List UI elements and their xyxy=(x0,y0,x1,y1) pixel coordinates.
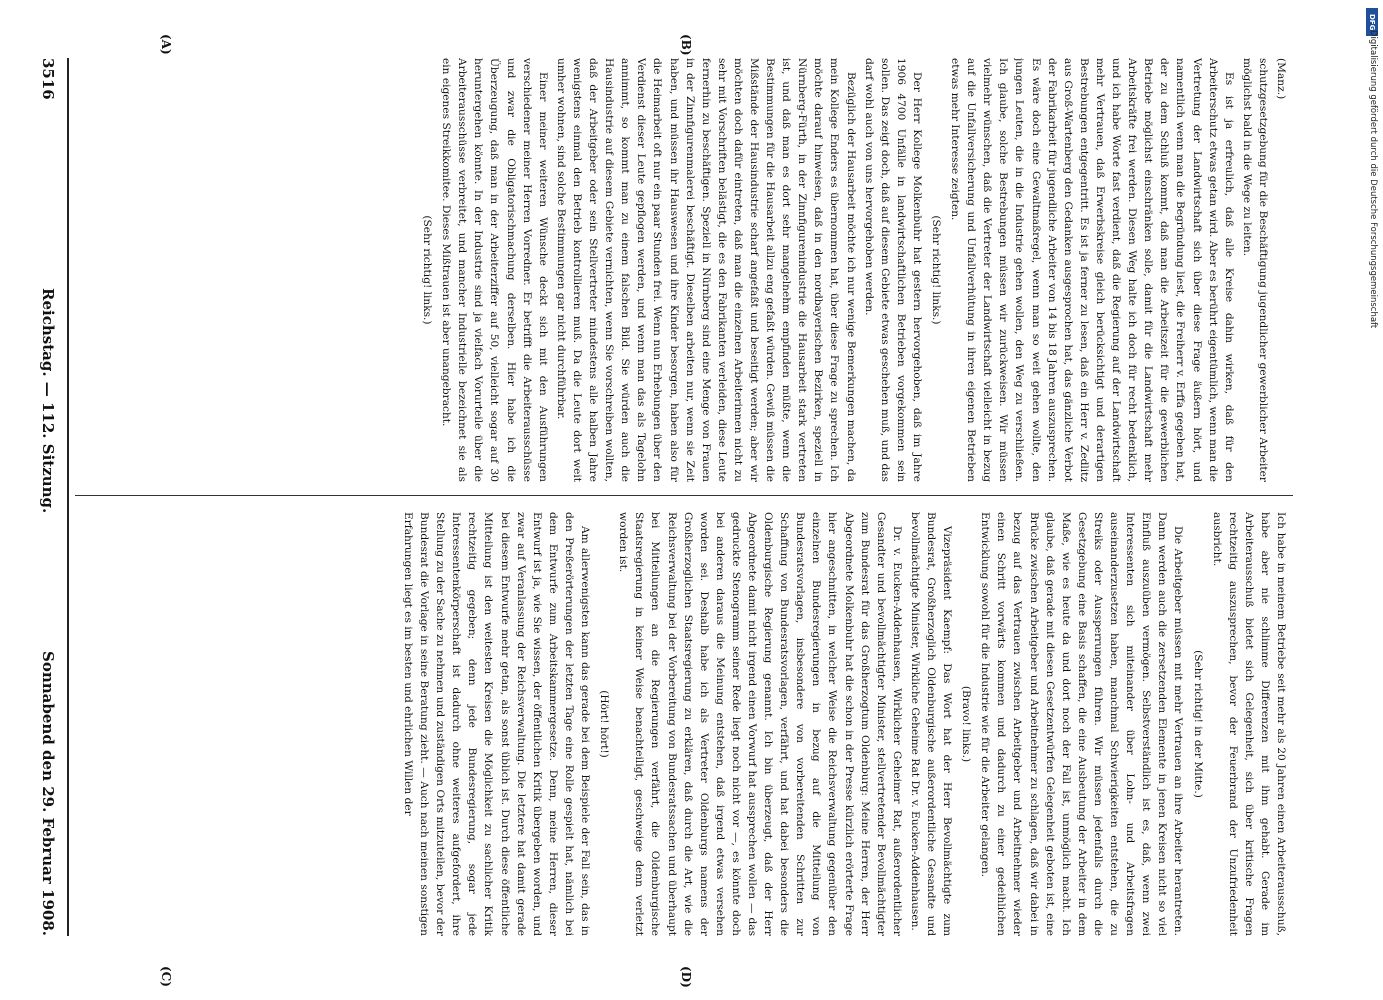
margin-marker-b: (B) xyxy=(679,34,693,56)
paragraph: Am allerwenigsten kann das gerade bei dem Beispiele der Fall sein, das in den Preßerörterungen der letzten Tage eine Rolle gespielt hat, nämlich bei dem Entwurfe zum Arbeitskammergesetze. Denn, meine Herren, dieser Entwurf ist ja, wie Sie wissen, der öffentlichen Kritik übergeben worden, und zwar auf Veranlassung der Reichsverwaltung. Die letztere hat damit gerade bei diesem Entwurfe mehr getan, als sonst üblich ist. Durch diese öffentliche Mitteilung ist den weitesten Kreisen die Möglichkeit zu sachlicher Kritik rechtzeitig gegeben; denn jede Bundesregierung, sogar jede Interessentenkörperschaft ist dadurch ohne weiteres aufgefordert, ihre Stellung zu der Sache zu nehmen und zuständigen Orts mitzuteilen, bevor der Bundesrat die Vorlage in seine Beratung zieht. — Auch nach meinen sonstigen Erfahrungen liegt es im besten und ehrlichen Willen der xyxy=(402,512,592,936)
dfg-logo: DFG xyxy=(1366,8,1378,36)
margin-marker-a: (A) xyxy=(159,34,173,55)
page-number: 3516 xyxy=(39,58,57,100)
interjection: (Bravo! links.) xyxy=(960,685,973,763)
paragraph: (Manz.) xyxy=(1275,58,1287,100)
paragraph: Vizepräsident Kaempf: Das Wort hat der Herr Bevollmächtigte zum Bundesrat, Großherzoglich Oldenburgische außerordentliche Gesandte und bevollmächtigte Minister, Wirkliche Geheime Rat Dr. v. Eucken-Addenhausen. xyxy=(908,512,954,936)
interjection: (Sehr richtig! links.) xyxy=(930,215,943,325)
paragraph: Ich habe in meinem Betriebe seit mehr als 20 Jahren einen Arbeiterausschuß, habe aber nie schlimme Differenzen mit ihm gehabt. Gerade im Arbeiterausschuß bietet sich Gelegenheit, sich über kritische Fragen rechtzeitig auszusprechen, bevor der Feuerbrand der Unzufriedenheit ausbricht. xyxy=(1210,512,1287,936)
header-rule xyxy=(67,58,69,936)
column-divider xyxy=(75,495,1293,496)
paragraph: Es ist ja erfreulich, daß alle Kreise dahin wirken, daß für den Arbeiterschutz etwas getan wird. Aber es berührt eigentümlich, wenn man die Vertretung der Landwirtschaft sich über diese Frage äußern hört, und namentlich wenn man die Begründung liest, die Freiherr v. Erffa gegeben hat, der zu dem Schluß kommt, daß man die Arbeitszeit für die gewerblichen Betriebe möglichst einschränken solle, damit für die Landwirtschaft mehr Arbeitskräfte frei werden. Diesen Weg halte ich doch für recht bedenklich, und ich habe Worte fast verdient, daß die Regierung auf der Landwirtschaft mehr Vertrauen, daß Erwerbskreise gleich berücksichtigt und derartigen Bestrebungen entgegentritt. Es ist ja ferner zu lesen, daß ein Herr v. Zedlitz aus Groß-Wartenberg den Gedanken ausgesprochen hat, das gänzliche Verbot der Fabrikarbeit für jugendliche Arbeiter von 14 bis 18 Jahren auszusprechen. Es wäre doch eine Gewaltmaßregel, wenn man so weit gehen wollte, den jungen Leuten, die in die Industrie gehen wollen, den Weg zu verschließen. Ich glaube, solche Bestrebungen müssen wir zurückweisen. Wir müssen vielmehr wünschen, daß die Vertreter der Landwirtschaft vielleicht in bezug auf die Unfallversicherung und Unfallverhütung in ihren eigenen Betrieben etwas mehr Interesse zeigten. xyxy=(949,58,1235,482)
paragraph: Die Arbeitgeber müssen mit mehr Vertrauen an ihre Arbeiter herantreten. Dann werden auch die zersetzenden Elemente in jenen Kreisen nicht so viel Einfluß auszuüben vermögen. Selbstverständlich ist es, daß, wenn zwei Interessenten sich miteinander über Lohn- und Arbeitsfragen auseinanderzusetzen haben, manchmal Schwierigkeiten entstehen, die zu Streiks oder Aussperrungen führen. Wir müssen jedenfalls durch die Gesetzgebung eine Basis schaffen, die eine Ausbeutung der Arbeiter in dem Maße, wie es heute da und dort noch der Fall ist, unmöglich macht. Ich glaube, daß gerade mit diesen Gesetzentwürfen Gelegenheit geboten ist, eine Brücke zwischen Arbeitgeber und Arbeitnehmer zu schlagen, daß wir dabei in bezug auf das Vertrauen zwischen Arbeitgeber und Arbeitnehmer wieder einen Schritt vorwärts kommen und dadurch zu einer gedeihlichen Entwicklung sowohl für die Industrie wie für die Arbeiter gelangen. xyxy=(979,512,1185,936)
paragraph: Einer meiner weiteren Wünsche deckt sich mit den Ausführungen verschiedener meiner Herren Vorredner. Er betrifft die Arbeiterausschüsse und zwar die Obligatorischmachung derselben. Hier habe ich die Überzeugung, daß man in der Arbeiterziffer auf 50, vielleicht sogar auf 30 heruntergehen könnte. In der Industrie sind ja vielfach Vorurteile über die Arbeiterausschüsse verbreitet, und mancher Industrielle bezeichnet sie als ein eigenes Streikkomitee. Dieses Mißtrauen ist aber unangebracht. xyxy=(440,58,549,482)
session-date: Sonnabend den 29. Februar 1908. xyxy=(39,651,57,936)
left-column xyxy=(77,58,1289,482)
interjection: (Sehr richtig! in der Mitte.) xyxy=(1191,650,1204,798)
paragraph: schutzgesetzgebung für die Beschäftigung jugendlicher gewerblicher Arbeiter möglichst bald in die Wege zu leiten. xyxy=(1240,58,1269,482)
interjection: (Sehr richtig! links.) xyxy=(421,215,434,325)
interjection: (Hört! hört!) xyxy=(598,690,611,758)
margin-marker-d: (D) xyxy=(679,966,693,988)
digitization-credit: Digitalisierung gefördert durch die Deutsche Forschungsgemeinschaft xyxy=(1368,30,1378,329)
paragraph: Bezüglich der Hausarbeit möchte ich nur wenige Bemerkungen machen, da mein Kollege Enders es übernommen hat, über diese Frage zu sprechen. Ich möchte darauf hinweisen, daß in den nordbayerischen Bezirken, speziell in Nürnberg-Fürth, in der Zinnfigurenindustrie die Hausarbeit stark vertreten ist, und daß man es dort sehr mangelnehm empfinden müßte, wenn die Bestimmungen für die Hausarbeit allzu eng gefaßt würden. Gewiß müssen die Mißstände der Hausindustrie scharf angefaßt und beseitigt werden; aber wir möchten doch dafür eintreten, daß man die einzelnen Arbeiterinnen nicht zu sehr mit Vorschriften belästigt, die es den Fabrikanten verleiden, diese Leute fernerhin zu beschäftigen. Speziell in Nürnberg sind eine Menge von Frauen in der Zinnfigurenmalerei beschäftigt. Dieselben arbeiten nur, wenn sie Zeit haben, und müssen ihr Hauswesen und ihre Kinder besorgen, haben also für die Heimarbeit oft nur ein paar Stunden frei. Wenn nun Erhebungen über den Verdienst dieser Leute gepflogen werden, und wenn man das als Tagelohn annimmt, so kommt man zu einem falschen Bild. Sie würden auch die Hausindustrie auf diesem Gebiete vernichten, wenn Sie vorschreiben wollten, daß der Arbeitgeber oder sein Stellvertreter mindestens alle halben Jahre wenigstens einmal den Betrieb kontrollieren muß. Da die Leute dort weit umher wohnen, sind solche Bestimmungen gar nicht durchführbar. xyxy=(554,58,857,482)
paragraph: Der Herr Kollege Molkenbuhr hat gestern hervorgehoben, daß im Jahre 1906 4700 Unfälle in landwirtschaftlichen Betrieben vorgekommen sein sollen. Das zeigt doch, daß auf diesem Gebiete etwas geschehen muß, und das darf wohl auch von uns hervorgehoben werden. xyxy=(862,58,923,482)
right-column xyxy=(77,512,1289,936)
margin-marker-c: (C) xyxy=(159,966,173,987)
session-title: Reichstag. — 112. Sitzung. xyxy=(39,288,57,514)
paragraph: Dr. v. Eucken-Addenhausen, Wirklicher Geheimer Rat, außerordentlicher Gesandter und bevollmächtigter Minister, stellvertretender Bevollmächtigter zum Bundesrat für das Großherzogtum Oldenburg: Meine Herren, der Herr Abgeordnete Molkenbuhr hat die schon in der Presse kürzlich erörterte Frage hier angeschnitten, in welcher Weise die Reichsverwaltung gegenüber den einzelnen Bundesregierungen in bezug auf die Mitteilung von Bundesratsvorlagen, insbesondere von vorbereitenden Schritten zur Schaffung von Bundesratsvorlagen, verfährt, und hat dabei besonders die Oldenburgische Regierung genannt. Ich bin überzeugt, daß der Herr Abgeordnete damit nicht irgend einen Vorwurf hat aussprechen wollen — das gedruckte Stenogramm seiner Rede liegt noch nicht vor —, es könnte doch bei anderen daraus die Meinung entstehen, daß irgend etwas versehen worden sei. Deshalb habe ich als Vertreter Oldenburgs namens der Großherzoglichen Staatsregierung zu erklären, daß durch die Art, wie die Reichsverwaltung bei der Vorbereitung von Bundesratssachen und überhaupt bei Mitteilungen an die Regierungen verfährt, die Oldenburgische Staatsregierung in keiner Weise benachteiligt, geschweige denn verletzt worden ist. xyxy=(617,512,903,936)
page-header xyxy=(35,58,61,936)
